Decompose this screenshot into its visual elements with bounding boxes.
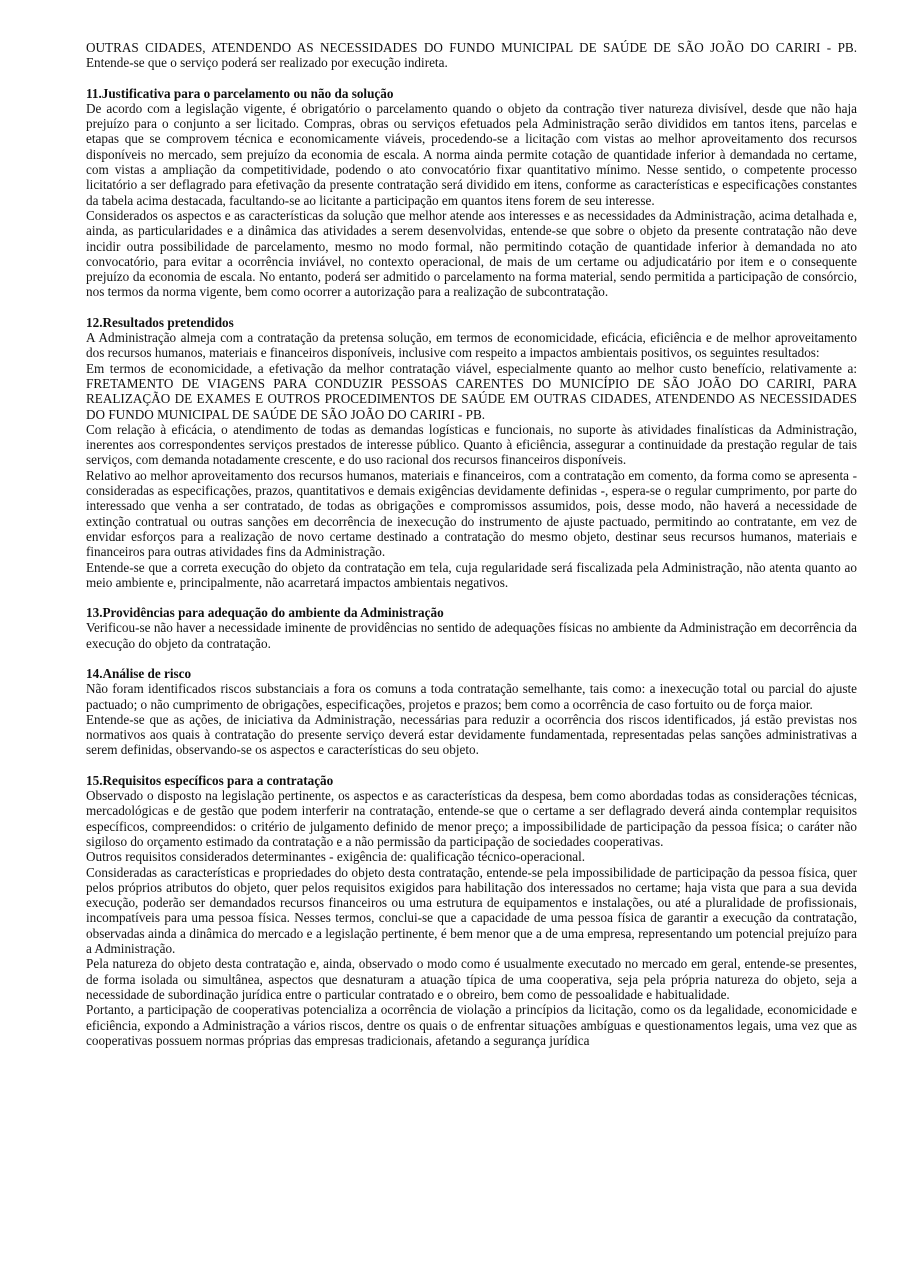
intro-block — [86, 40, 857, 71]
section-11 — [86, 86, 857, 300]
paragraph: Verificou-se não haver a necessidade iminente de providências no sentido de adequações físicas no ambiente da Administração em decorrência da execução do objeto da contratação. — [86, 620, 857, 651]
paragraph: Não foram identificados riscos substanciais a fora os comuns a toda contratação semelhante, tais como: a inexecução total ou parcial do ajuste pactuado; o não cumprimento de obrigações, especificações, projetos e prazos; bem como a ocorrência de caso fortuito ou de força maior. — [86, 681, 857, 712]
section-12 — [86, 315, 857, 590]
paragraph: Com relação à eficácia, o atendimento de todas as demandas logísticas e funcionais, no suporte às atividades finalísticas da Administração, inerentes aos correspondentes serviços prestados de interesse público. Quanto à eficiência, assegurar a continuidade da prestação regular de tais serviços, com demanda notadamente crescente, e do uso racional dos recursos financeiros disponíveis. — [86, 421, 857, 468]
paragraph: Outros requisitos considerados determinantes - exigência de: qualificação técnico-operacional. — [86, 849, 586, 865]
paragraph: Entende-se que a correta execução do objeto da contratação em tela, cuja regularidade será fiscalizada pela Administração, não atenta quanto ao meio ambiente e, principalmente, não acarretará impactos ambientais negativos. — [86, 559, 857, 590]
paragraph: Relativo ao melhor aproveitamento dos recursos humanos, materiais e financeiros, com a contratação em comento, da forma como se apresenta - consideradas as especificações, prazos, quantitativos e demais exigências devidamente definidas -, espera-se o regular cumprimento, por parte do interessado que venha a ser contratado, de todas as obrigações e compromissos assumidos, pois, desse modo, não haverá a necessidade de extinção contratual ou outras sanções em decorrência de inexecução do instrumento de ajuste pactuado, permitindo ao contratante, em vez de envidar esforços para a realização de novo certame destinado a contratação do mesmo objeto, destinar seus recursos humanos, materiais e financeiros para outras atividades fins da Administração. — [86, 467, 857, 560]
section-14 — [86, 666, 857, 758]
paragraph: Consideradas as características e propriedades do objeto desta contratação, entende-se pela impossibilidade de participação da pessoa física, quer pelos próprios atributos do objeto, quer pelos requisitos exigidos para habilitação dos interessados no certame; haja vista que para a sua devida execução, poderão ser demandados recursos financeiros ou uma estrutura de equipamentos e instalações, ou até a pluralidade de profissionais, incompatíveis para uma pessoa física. Nesses termos, conclui-se que a capacidade de uma pessoa física de garantir a execução da contratação, observadas ainda a dinâmica do mercado e a legislação pertinente, é bem menor que a de uma empresa, representando um potencial prejuízo para a Administração. — [86, 864, 857, 957]
paragraph: Pela natureza do objeto desta contratação e, ainda, observado o modo como é usualmente executado no mercado em geral, entende-se presentes, de forma isolada ou simultânea, aspectos que desnaturam a atuação típica de uma cooperativa, seja pela própria natureza do objeto, seja a necessidade de subordinação jurídica entre o particular contratado e o obreiro, bem como de pessoalidade e habitualidade. — [86, 956, 857, 1002]
section-15 — [86, 773, 857, 1048]
paragraph: De acordo com a legislação vigente, é obrigatório o parcelamento quando o objeto da contração tiver natureza divisível, desde que não haja prejuízo para o conjunto a ser licitado. Compras, obras ou serviços efetuados pela Administração serão divididos em tantos itens, parcelas e etapas que se comprovem técnica e economicamente viáveis, procedendo-se a licitação com vistas ao melhor aproveitamento dos recursos disponíveis no mercado, sem prejuízo da economia de escala. A norma ainda permite cotação de quantidade inferior à demandada no certame, com vistas a ampliação da competitividade, podendo o ato convocatório fixar quantitativo mínimo. Nesse sentido, o competente processo licitatório a ser deflagrado para efetivação da presente contratação será dividido em itens, conforme as características e especificações constantes da tabela acima destacada, facultando-se ao licitante a participação em quantos itens forem de seu interesse. — [86, 100, 857, 208]
section-heading: 14.Análise de risco — [86, 665, 192, 681]
section-heading: 15.Requisitos específicos para a contratação — [86, 772, 334, 788]
section-heading: 13.Providências para adequação do ambiente da Administração — [86, 605, 444, 621]
paragraph: Portanto, a participação de cooperativas potencializa a ocorrência de violação a princípios da licitação, como os da legalidade, economicidade e eficiência, expondo a Administração a vários riscos, dentre os quais o de enfrentar situações ambíguas e questionamentos legais, uma vez que as cooperativas possuem normas próprias das empresas tradicionais, afetando a segurança jurídica — [86, 1002, 857, 1048]
section-heading: 12.Resultados pretendidos — [86, 314, 234, 330]
section-13 — [86, 605, 857, 651]
paragraph: Entende-se que as ações, de iniciativa da Administração, necessárias para reduzir a ocorrência dos riscos identificados, já estão previstas nos normativos aos quais à contratação do presente serviço deverá estar devidamente fundamentada, representadas pelas sanções administrativas a serem definidas, observando-se os aspectos e características do seu objeto. — [86, 711, 857, 758]
paragraph: Observado o disposto na legislação pertinente, os aspectos e as características da despesa, bem como abordadas todas as considerações técnicas, mercadológicas e de gestão que podem interferir na contratação, entende-se que o certame a ser deflagrado deverá ainda contemplar requisitos específicos, compreendidos: o critério de julgamento definido de menor preço; a impossibilidade de participação da pessoa física; o caráter não sigiloso do orçamento estimado da contratação e a não permissão da participação de sociedades cooperativas. — [86, 788, 857, 849]
intro-paragraph: OUTRAS CIDADES, ATENDENDO AS NECESSIDADES DO FUNDO MUNICIPAL DE SAÚDE DE SÃO JOÃO DO CARIRI - PB. Entende-se que o serviço poderá ser realizado por execução indireta. — [86, 40, 857, 71]
section-heading: 11.Justificativa para o parcelamento ou não da solução — [86, 85, 394, 101]
paragraph: Em termos de economicidade, a efetivação da melhor contratação viável, especialmente quanto ao melhor custo benefício, relativamente a: FRETAMENTO DE VIAGENS PARA CONDUZIR PESSOAS CARENTES DO MUNICÍPIO DE SÃO JOÃO DO CARIRI, PARA REALIZAÇÃO DE EXAMES E OUTROS PROCEDIMENTOS DE SAÚDE EM OUTRAS CIDADES, ATENDENDO AS NECESSIDADES DO FUNDO MUNICIPAL DE SAÚDE DE SÃO JOÃO DO CARIRI - PB. — [86, 360, 857, 422]
paragraph: Considerados os aspectos e as características da solução que melhor atende aos interesses e as necessidades da Administração, acima detalhada e, ainda, as particularidades e a dinâmica das atividades a serem desenvolvidas, entende-se que sobre o objeto da presente contratação não deve incidir outra possibilidade de parcelamento, mesmo no modo formal, não permitindo cotação de quantidade inferior à demandada no ato convocatório, para evitar a ocorrência inviável, no contexto operacional, de mais de um certame ou adjudicatário por item e o consequente prejuízo da economia de escala. No entanto, poderá ser admitido o parcelamento na forma material, sendo permitida a participação de consórcio, nos termos da norma vigente, bem como ocorrer a autorização para a realização de subcontratação. — [86, 207, 857, 300]
paragraph: A Administração almeja com a contratação da pretensa solução, em termos de economicidade, eficácia, eficiência e de melhor aproveitamento dos recursos humanos, materiais e financeiros disponíveis, inclusive com respeito a impactos ambientais positivos, os seguintes resultados: — [86, 330, 857, 361]
